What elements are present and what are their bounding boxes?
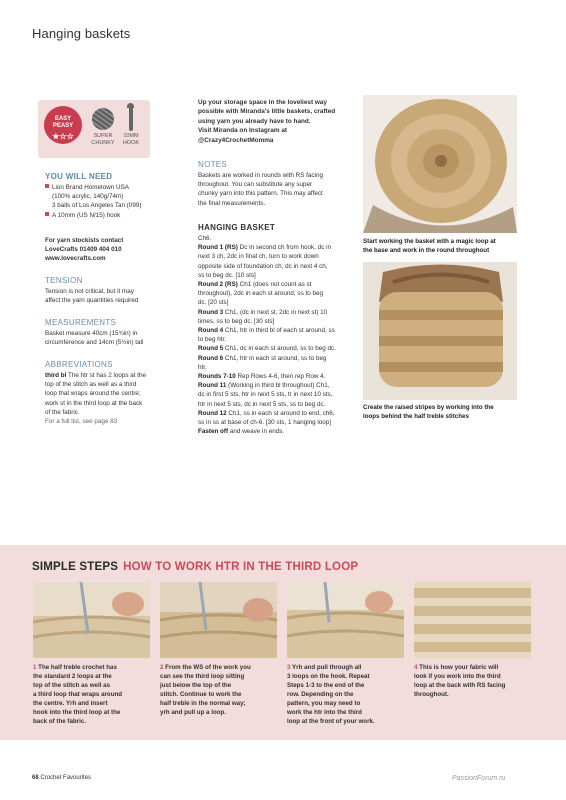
bullet-icon <box>45 212 49 216</box>
you-will-need-heading: YOU WILL NEED <box>45 172 113 181</box>
step-3-photo <box>287 582 404 658</box>
full-list-ref: For a full list, see page 83 <box>45 418 118 426</box>
pattern-instructions: Ch6. Round 1 (RS) Dc in second ch from hook, dc in next 3 ch, 2dc in final ch, turn to work down opposite side of foundation ch, dc in next 4 ch, ss to beg dc. [10 sts] Round 2 (RS) Ch1 (does not count as st throughout), 2dc in each st around, ss to beg dc. [20 sts] Round 3 Ch1, (dc in next st, 2dc in next st) 10 times, ss to beg dc. [30 sts] Round 4 Ch1, htr in third bl of each st around, ss to beg htr. Round 5 Ch1, dc in each st around, ss to beg dc. Round 6 Ch1, htr in each st around, ss to beg htr. Rounds 7-10 Rep Rows 4-6, then rep Row 4. Round 11 (Working in third bl throughout) Ch1, dc in first 5 sts, htr in next 5 sts, tr in next 10 sts, htr in next 5 sts, dc in next 5 sts, ss to beg dc. Round 12 Ch1, ss in each st around to end, ch6, ss in ss at base of ch-6. [30 sts, 1 hanging loop] Fasten off and weave in ends. <box>198 235 336 436</box>
yarn-weight-label: SUPER CHUNKY <box>91 133 115 146</box>
step-2-photo <box>160 582 277 658</box>
abbreviations-text: third bl The htr st has 2 loops at the top of the stitch as well as a third loop that wraps around the centre; work st in the third loop at the back of the fabric For a full list, see page 83 <box>45 371 190 426</box>
hook-size-label: 10MM HOOK <box>122 133 140 146</box>
tension-text: Tension is not critical, but it may affect the yarn quantities required <box>45 288 139 305</box>
magazine-name: Crochet Favourites <box>40 775 92 781</box>
watermark: PassionForum.ru <box>452 775 506 782</box>
step-1-text: 1 The half treble crochet has the standard 2 loops at the top of the stitch as well as a third loop that wraps around the centre. Yrh and insert hook into the third loop at the back of the fabric. <box>33 664 123 725</box>
page-footer <box>32 775 91 781</box>
difficulty-line1: EASY <box>54 116 72 122</box>
measurements-heading: MEASUREMENTS <box>45 318 117 327</box>
difficulty-badge <box>44 106 82 144</box>
basket-base-photo <box>363 95 517 233</box>
yarn-ball-icon <box>92 108 114 130</box>
stockist-link[interactable]: www.lovecrafts.com <box>45 255 106 263</box>
difficulty-stars: ★☆☆ <box>52 132 74 141</box>
materials-list: Lion Brand Hometown USA (100% acrylic, 140g/74m) 3 balls of Los Angeles Tan (099) A 10mm (US N/15) hook <box>45 183 185 220</box>
notes-text: Baskets are worked in rounds with RS facing throughout. You can substitute any super chunky yarn into this pattern. This may affect the final measurements. <box>198 172 323 207</box>
stockists-info: For yarn stockists contact LoveCrafts 01409 404 010 www.lovecrafts.com <box>45 236 185 264</box>
section-title: Hanging baskets <box>32 26 131 41</box>
intro-text: Up your storage space in the loveliest way possible with Miranda's little baskets, crafted using yarn you already have to hand. Visit Miranda on Instagram at @Crazy4CrochetMomma <box>198 98 363 145</box>
step-1-photo <box>33 582 150 658</box>
instagram-handle[interactable]: @Crazy4CrochetMomma <box>198 136 274 144</box>
simple-steps-title: SIMPLE STEPS HOW TO WORK HTR IN THE THIRD LOOP <box>32 561 359 573</box>
abbreviations-heading: ABBREVIATIONS <box>45 360 113 369</box>
step-3-text: 3 Yrh and pull through all 3 loops on the hook. Repeat Steps 1-3 to the end of the row. Depending on the pattern, you may need to work the htr into the third loop at the front of your work. <box>287 664 375 725</box>
basket-stripes-photo <box>363 262 517 400</box>
photo-caption-mid: Create the raised stripes by working into the loops behind the half treble stitches <box>363 404 494 420</box>
step-4-text: 4 This is how your fabric will look if you work into the third loop at the back with RS facing throughout. <box>414 664 506 698</box>
tension-heading: TENSION <box>45 276 83 285</box>
pattern-heading: HANGING BASKET <box>198 223 276 232</box>
difficulty-line2: PEASY <box>52 123 74 129</box>
bullet-icon <box>45 184 49 188</box>
page-number: 68 <box>32 775 39 781</box>
step-2-text: 2 From the WS of the work you can see the third loop sitting just below the top of the stitch. Continue to work the half treble in the normal way; yrh and pull up a loop. <box>160 664 251 716</box>
crochet-hook-icon <box>129 105 133 131</box>
step-4-photo <box>414 582 531 658</box>
notes-heading: NOTES <box>198 160 228 169</box>
photo-caption-top: Start working the basket with a magic loop at the base and work in the round throughout <box>363 238 496 254</box>
measurements-text: Basket measure 40cm (15¾in) in circumference and 14cm (5½in) tall <box>45 330 144 347</box>
